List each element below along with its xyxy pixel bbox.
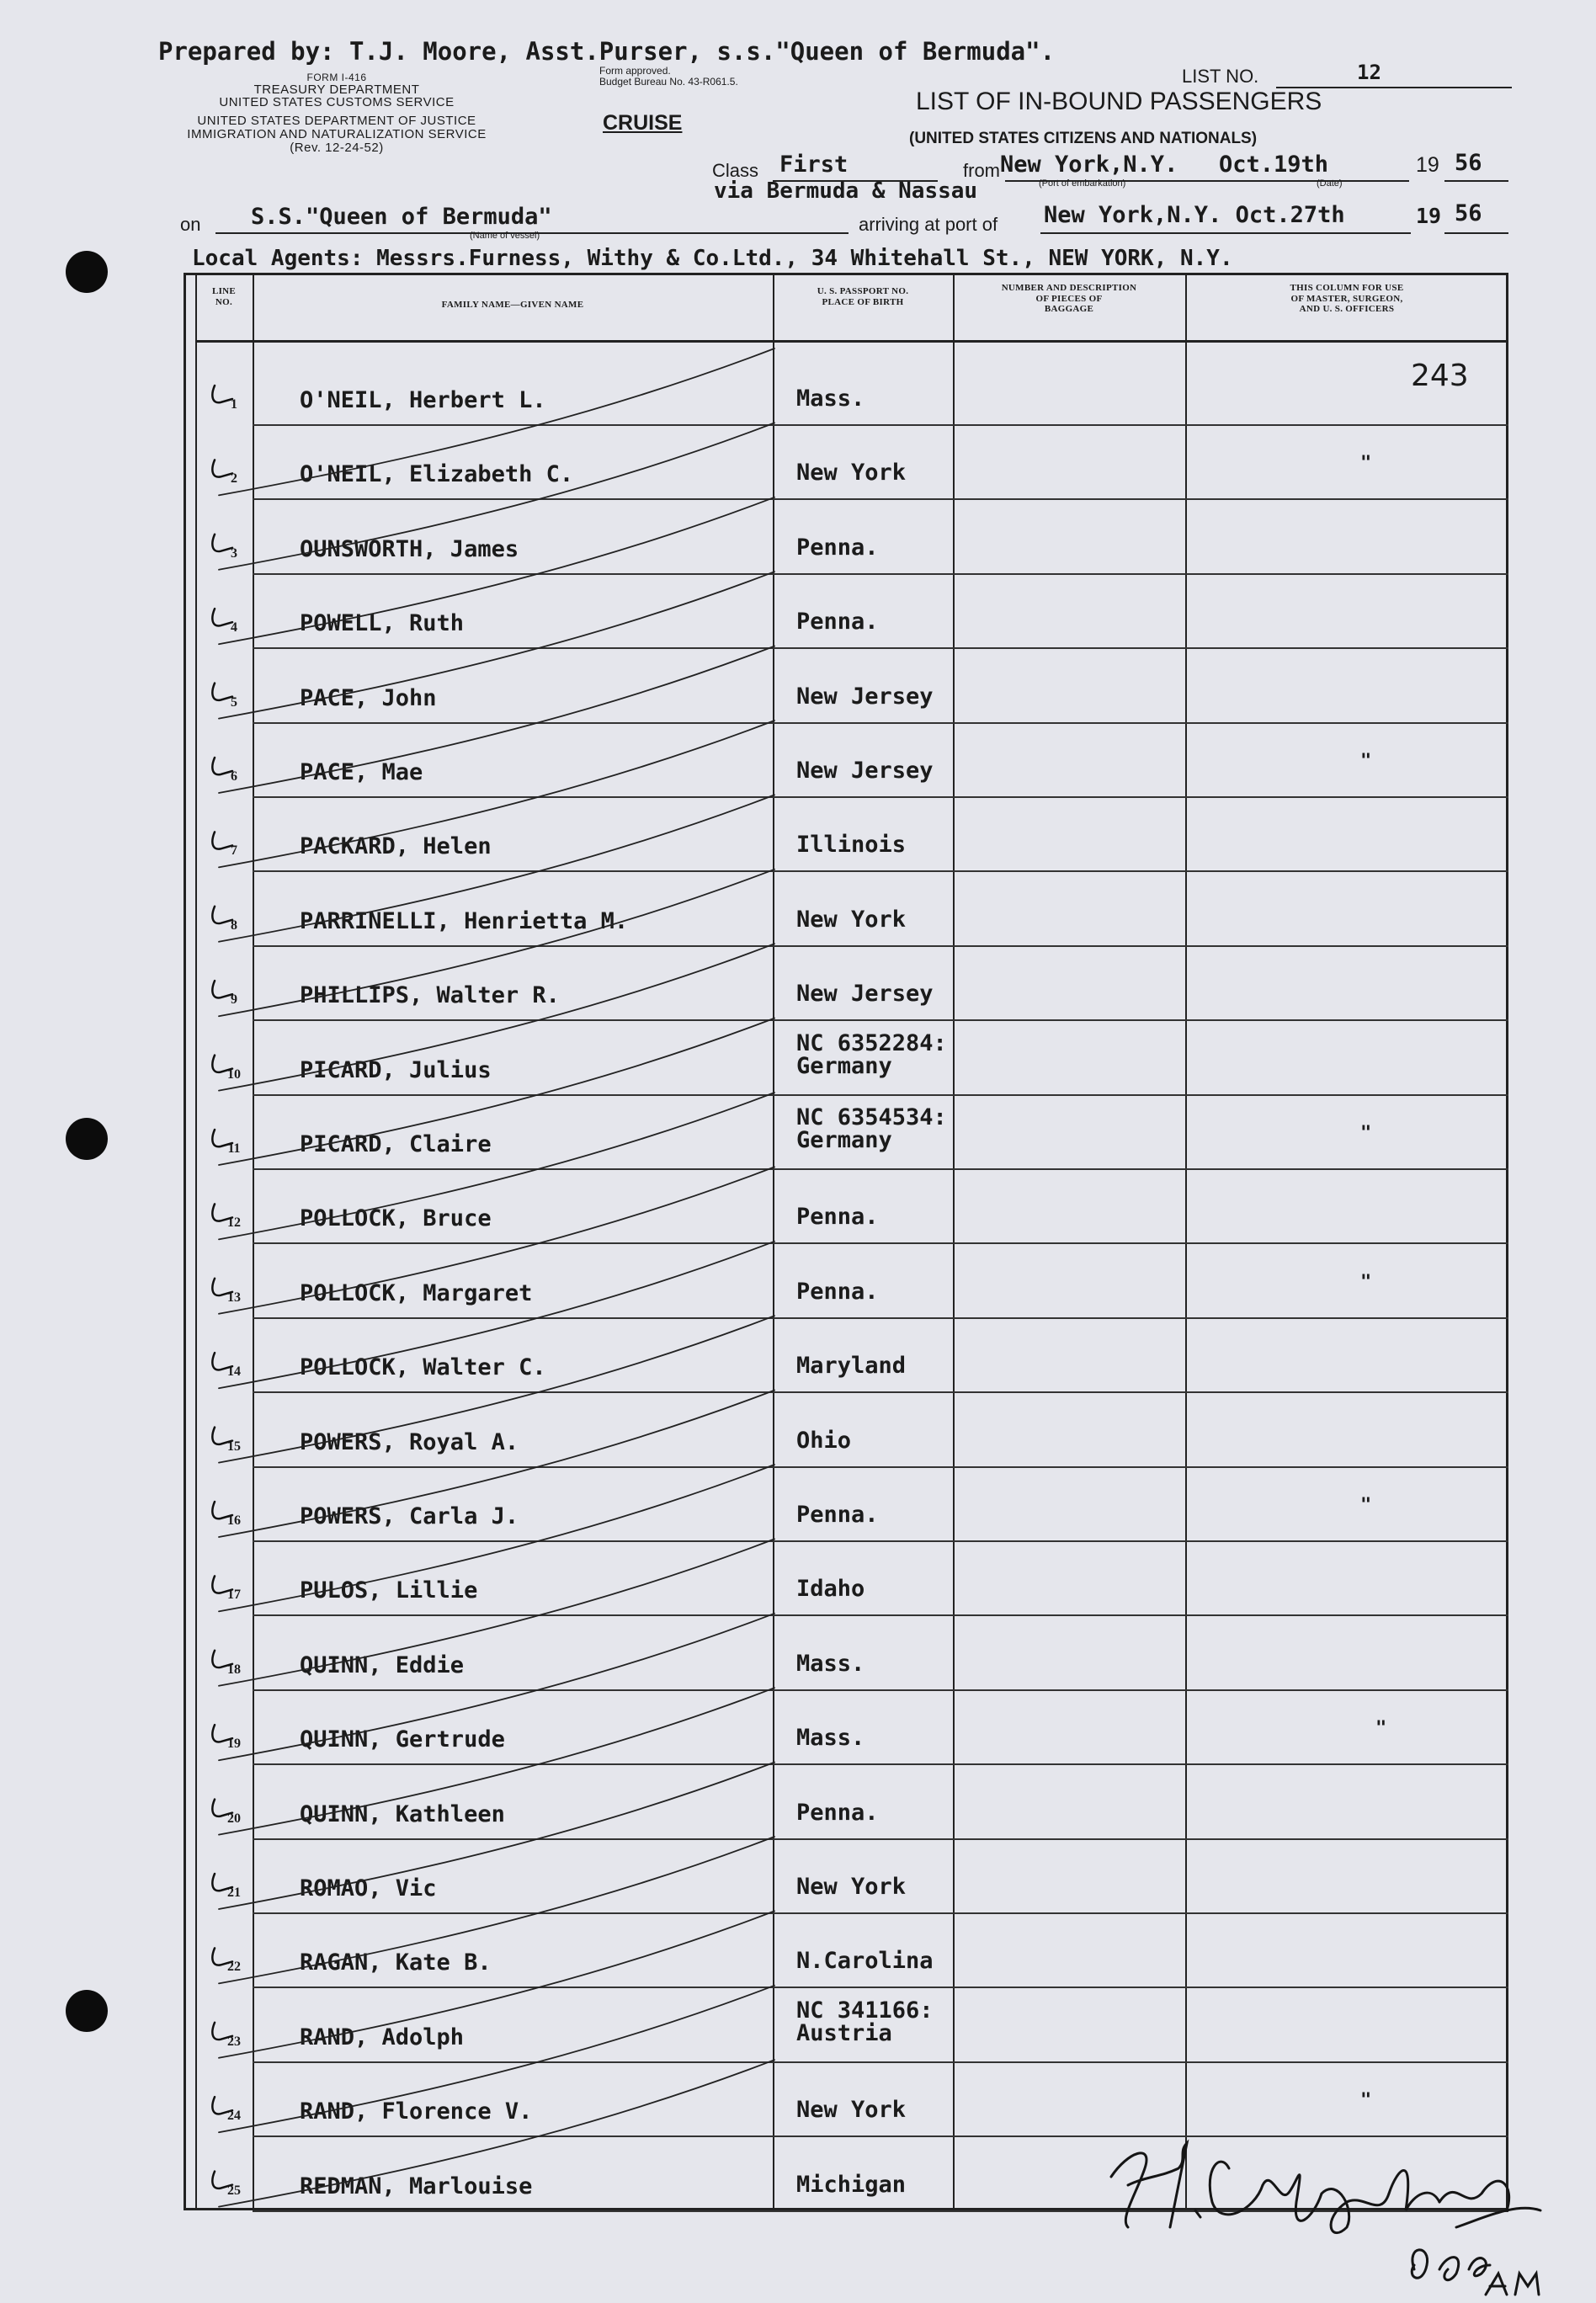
- pencil-slash: [219, 1614, 774, 1760]
- ditto-mark: ": [1360, 453, 1372, 475]
- budget-bureau: Budget Bureau No. 43-R061.5.: [599, 75, 738, 88]
- pencil-slash: [219, 870, 774, 1016]
- pencil-slash: [219, 944, 774, 1090]
- passenger-name: QUINN, Gertrude: [300, 1726, 505, 1753]
- place-of-birth: NC 6354534: Germany: [796, 1104, 947, 1153]
- line-number: 11: [227, 1141, 241, 1156]
- list-title: LIST OF IN-BOUND PASSENGERS: [916, 88, 1322, 115]
- line-number: 1: [231, 397, 237, 412]
- check-mark: [212, 1204, 232, 1221]
- place-of-birth: Penna.: [796, 1278, 879, 1305]
- date-caption: (Date): [1317, 178, 1343, 189]
- pencil-slash: [219, 497, 774, 644]
- ditto-mark: ": [1375, 1718, 1387, 1740]
- line-number: 25: [227, 2183, 241, 2198]
- form-approved-label: Form approved.: [599, 65, 671, 77]
- pencil-slash: [219, 348, 774, 495]
- ditto-mark: ": [1360, 2090, 1372, 2112]
- ditto-mark: ": [1360, 1271, 1372, 1293]
- check-mark: [212, 1056, 232, 1072]
- line-number: 12: [227, 1215, 241, 1231]
- departure-year-suffix: 56: [1455, 150, 1482, 176]
- local-agents: Local Agents: Messrs.Furness, Withy & Co.Ltd., 34 Whitehall St., NEW YORK, N.Y.: [192, 246, 1233, 271]
- line-number: 21: [227, 1885, 241, 1900]
- check-mark: [212, 832, 232, 848]
- header-place-text: U. S. PASSPORT NO. PLACE OF BIRTH: [817, 286, 909, 307]
- class-value: First: [779, 152, 849, 178]
- passenger-name: POWELL, Ruth: [300, 610, 465, 637]
- year-prefix: 19: [1416, 153, 1439, 177]
- place-of-birth: Mass.: [796, 1725, 865, 1752]
- pencil-slash: [219, 1688, 774, 1834]
- passenger-name: O'NEIL, Herbert L.: [300, 387, 546, 413]
- check-mark: [212, 1428, 232, 1444]
- check-mark: [212, 1651, 232, 1667]
- check-mark: [212, 1874, 232, 1891]
- line-number: 20: [227, 1811, 241, 1826]
- line-number: 17: [227, 1588, 241, 1603]
- pencil-slash: [219, 646, 774, 793]
- place-of-birth: Penna.: [796, 1502, 879, 1528]
- passenger-name: REDMAN, Marlouise: [300, 2173, 533, 2199]
- check-mark: [212, 460, 232, 476]
- office-number: 243: [1411, 359, 1469, 393]
- pencil-slash: [219, 1763, 774, 1909]
- place-of-birth: Penna.: [796, 534, 879, 561]
- port-caption: (Port of embarkation): [1039, 178, 1126, 189]
- passenger-name: QUINN, Eddie: [300, 1651, 465, 1678]
- check-mark: [212, 2097, 232, 2114]
- arrival-year-suffix: 56: [1455, 200, 1482, 226]
- prepared-by: Prepared by: T.J. Moore, Asst.Purser, s.s."Queen of Bermuda".: [158, 37, 1056, 66]
- place-of-birth: New York: [796, 2097, 907, 2124]
- place-of-birth: N.Carolina: [796, 1948, 934, 1975]
- pencil-slash: [219, 1391, 774, 1537]
- place-of-birth: Michigan: [796, 2171, 907, 2198]
- pencil-slash: [219, 1167, 774, 1313]
- passenger-name: PHILLIPS, Walter R.: [300, 982, 560, 1009]
- passenger-name: POWERS, Royal A.: [300, 1428, 519, 1455]
- place-of-birth: NC 341166: Austria: [796, 1997, 934, 2046]
- pencil-slash: [219, 1316, 774, 1462]
- check-mark: [212, 758, 232, 774]
- line-number: 5: [231, 694, 237, 710]
- passenger-name: RAGAN, Kate B.: [300, 1949, 492, 1976]
- line-number: 19: [227, 1737, 241, 1752]
- place-of-birth: Mass.: [796, 1650, 865, 1677]
- passenger-name: POLLOCK, Walter C.: [300, 1354, 546, 1381]
- passenger-name: PACKARD, Helen: [300, 833, 492, 860]
- header-baggage-text: NUMBER AND DESCRIPTION OF PIECES OF BAGGAGE: [1001, 283, 1137, 315]
- place-of-birth: Idaho: [796, 1576, 865, 1603]
- check-mark: [212, 1800, 232, 1816]
- check-mark: [212, 386, 232, 402]
- check-mark: [212, 1576, 232, 1593]
- line-number: 9: [231, 992, 237, 1008]
- place-of-birth: New York: [796, 460, 907, 487]
- line-number: 6: [231, 769, 237, 784]
- pencil-slash: [219, 1019, 774, 1165]
- list-no-value: 12: [1357, 61, 1381, 84]
- line-number: 16: [227, 1513, 241, 1528]
- passenger-name: PICARD, Julius: [300, 1056, 492, 1083]
- header-line-no-text: LINE NO.: [211, 286, 237, 307]
- line-number: 13: [227, 1290, 241, 1305]
- passenger-name: POWERS, Carla J.: [300, 1503, 519, 1529]
- passenger-name: PARRINELLI, Henrietta M.: [300, 907, 629, 934]
- departure-date: Oct.19th: [1219, 152, 1329, 178]
- place-of-birth: Illinois: [796, 832, 907, 859]
- pencil-slash: [219, 572, 774, 718]
- immigration-service: IMMIGRATION AND NATURALIZATION SERVICE: [187, 126, 487, 141]
- list-no-label: LIST NO.: [1182, 66, 1259, 87]
- check-mark: [212, 609, 232, 625]
- inspector-signature: [1094, 2118, 1566, 2303]
- treasury-department: TREASURY DEPARTMENT: [253, 82, 420, 97]
- passenger-name: PACE, John: [300, 684, 437, 711]
- pencil-slash: [219, 423, 774, 569]
- passenger-name: RAND, Florence V.: [300, 2098, 533, 2125]
- check-mark: [212, 1725, 232, 1742]
- arrival-year-prefix: 19: [1416, 204, 1442, 228]
- header-office-text: THIS COLUMN FOR USE OF MASTER, SURGEON, AND U. S. OFFICERS: [1290, 283, 1404, 315]
- line-number: 14: [227, 1364, 241, 1380]
- place-of-birth: Penna.: [796, 1799, 879, 1826]
- place-of-birth: Ohio: [796, 1427, 852, 1454]
- pencil-slash: [219, 1986, 774, 2132]
- passenger-name: O'NEIL, Elizabeth C.: [300, 461, 574, 488]
- place-of-birth: New Jersey: [796, 981, 934, 1008]
- place-of-birth: Penna.: [796, 1204, 879, 1231]
- vessel-caption: (Name of vessel): [470, 231, 540, 241]
- passenger-name: PULOS, Lillie: [300, 1577, 478, 1604]
- check-mark: [212, 683, 232, 700]
- line-number: 24: [227, 2109, 241, 2124]
- department-of-justice: UNITED STATES DEPARTMENT OF JUSTICE: [197, 114, 476, 129]
- list-subtitle: (UNITED STATES CITIZENS AND NATIONALS): [909, 130, 1258, 147]
- pencil-slash: [219, 1465, 774, 1611]
- from-label: from: [963, 160, 1000, 181]
- pencil-slash: [219, 721, 774, 867]
- passenger-name: OUNSWORTH, James: [300, 535, 519, 562]
- form-revision: (Rev. 12-24-52): [290, 140, 384, 155]
- line-number: 18: [227, 1662, 241, 1677]
- check-mark: [212, 981, 232, 997]
- ditto-mark: ": [1360, 1495, 1372, 1516]
- check-mark: [212, 907, 232, 923]
- passenger-name: POLLOCK, Margaret: [300, 1279, 533, 1306]
- pencil-slash: [219, 1539, 774, 1685]
- passenger-name: POLLOCK, Bruce: [300, 1205, 492, 1232]
- line-number: 2: [231, 471, 237, 487]
- line-number: 15: [227, 1439, 241, 1454]
- place-of-birth: New York: [796, 1874, 907, 1900]
- check-mark: [212, 1502, 232, 1518]
- line-number: 10: [227, 1066, 241, 1082]
- place-of-birth: Penna.: [796, 609, 879, 636]
- port-of-embarkation: New York,N.Y.: [1000, 152, 1178, 178]
- line-number: 22: [227, 1960, 241, 1975]
- line-number: 7: [231, 843, 237, 859]
- via-ports: via Bermuda & Nassau: [714, 178, 978, 204]
- check-mark: [212, 2172, 232, 2189]
- passenger-name: ROMAO, Vic: [300, 1875, 437, 1901]
- check-mark: [212, 1279, 232, 1295]
- passenger-name: RAND, Adolph: [300, 2024, 465, 2050]
- place-of-birth: Mass.: [796, 386, 865, 412]
- customs-service: UNITED STATES CUSTOMS SERVICE: [219, 95, 455, 110]
- check-mark: [212, 1353, 232, 1370]
- check-mark: [212, 1130, 232, 1146]
- vessel-name: S.S."Queen of Bermuda": [251, 204, 552, 230]
- arrival-port-date: New York,N.Y. Oct.27th: [1044, 202, 1345, 228]
- place-of-birth: New Jersey: [796, 683, 934, 710]
- place-of-birth: New Jersey: [796, 758, 934, 784]
- check-mark: [212, 535, 232, 551]
- pencil-slash: [219, 2060, 774, 2206]
- pencil-slash: [219, 1093, 774, 1239]
- pencil-slash: [219, 1837, 774, 1983]
- line-number: 23: [227, 2034, 241, 2049]
- line-number: 4: [231, 620, 237, 636]
- passenger-name: PACE, Mae: [300, 759, 423, 785]
- check-mark: [212, 1948, 232, 1965]
- pencil-slash: [219, 795, 774, 941]
- class-label: Class: [712, 160, 759, 181]
- ditto-mark: ": [1360, 751, 1372, 772]
- check-mark: [212, 2023, 232, 2040]
- arriving-label: arriving at port of: [859, 214, 998, 235]
- passenger-name: QUINN, Kathleen: [300, 1800, 505, 1827]
- place-of-birth: New York: [796, 906, 907, 933]
- on-label: on: [180, 214, 201, 235]
- place-of-birth: Maryland: [796, 1353, 907, 1380]
- header-name-text: FAMILY NAME—GIVEN NAME: [441, 300, 584, 310]
- place-of-birth: NC 6352284: Germany: [796, 1029, 947, 1079]
- pencil-slash: [219, 1242, 774, 1388]
- ditto-mark: ": [1360, 1123, 1372, 1144]
- pencil-slash: [219, 1911, 774, 2057]
- line-number: 8: [231, 917, 237, 933]
- line-number: 3: [231, 545, 237, 561]
- passenger-name: PICARD, Claire: [300, 1131, 492, 1157]
- form-number: FORM I-416: [306, 72, 367, 83]
- cruise-label: CRUISE: [603, 111, 683, 135]
